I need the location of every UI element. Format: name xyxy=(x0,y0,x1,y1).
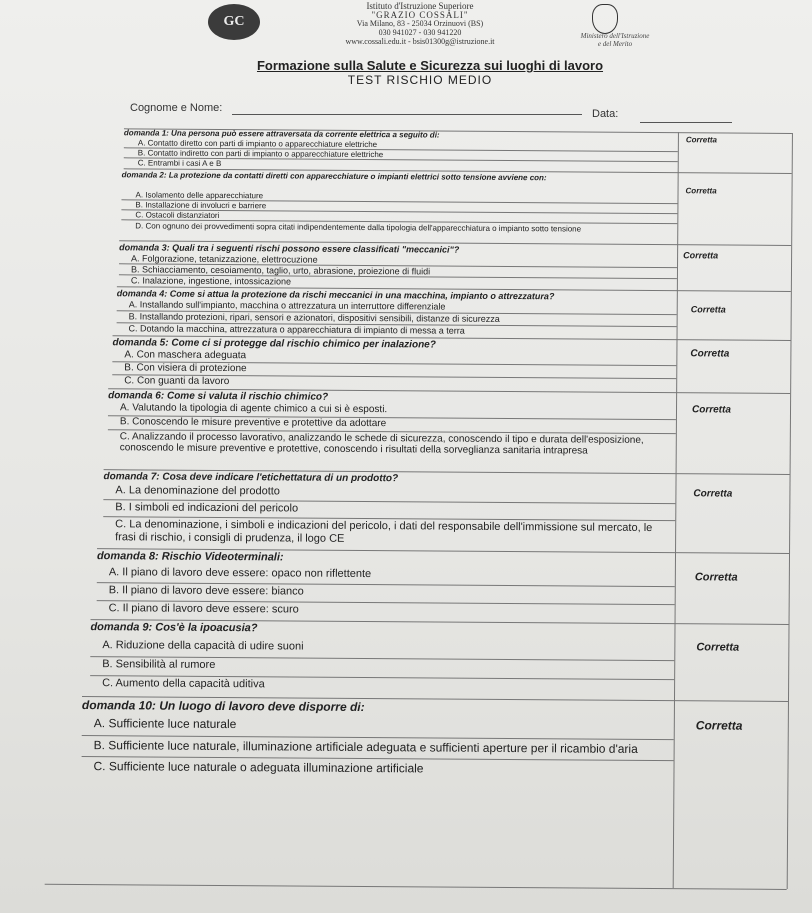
school-web: www.cossali.edu.it - bsis01300g@istruzione.it xyxy=(345,37,495,46)
ministry-line-1: Ministero dell'Istruzione xyxy=(580,32,650,40)
republic-emblem-icon xyxy=(592,4,618,34)
letterhead xyxy=(0,0,812,52)
question-9-option-a[interactable]: A. Riduzione della capacità di udire suoni xyxy=(102,639,304,653)
name-label: Cognome e Nome: xyxy=(130,102,223,114)
question-1-result: Corretta xyxy=(685,135,718,145)
question-1: domanda 1: Una persona può essere attraversata da corrente elettrica a seguito di: xyxy=(123,128,440,140)
question-1-option-a[interactable]: A. Contatto diretto con parti di impianto o apparecchiature elettriche xyxy=(137,138,378,150)
question-4-option-b[interactable]: B. Installando protezioni, ripari, sensori e azionatori, dispositivi sensibili, distanze di sicurezza xyxy=(128,311,500,324)
question-8-option-b[interactable]: B. Il piano di lavoro deve essere: bianco xyxy=(108,584,304,598)
question-1-option-b[interactable]: B. Contatto indiretto con parti di impianto o apparecchiature elettriche xyxy=(137,148,384,160)
question-2-option-a[interactable]: A. Isolamento delle apparecchiature xyxy=(135,190,264,201)
page-subtitle: TEST RISCHIO MEDIO xyxy=(347,73,493,87)
table-border xyxy=(45,884,787,890)
question-2-option-d[interactable]: D. Con ognuno dei provvedimenti sopra citati indipendentemente dalla tipologia dell'apparecchiatura o impianto sotto tensione xyxy=(135,221,582,234)
question-10-option-a[interactable]: A. Sufficiente luce naturale xyxy=(93,716,237,732)
question-4-result: Corretta xyxy=(690,304,726,315)
question-10-option-b[interactable]: B. Sufficiente luce naturale, illuminazione artificiale adeguata e sufficienti aperture per il ricambio d'aria xyxy=(93,738,638,756)
question-6: domanda 6: Come si valuta il rischio chimico? xyxy=(108,390,329,403)
question-6-result: Corretta xyxy=(691,404,731,416)
question-2: domanda 2: La protezione da contatti diretti con apparecchiature o impianti elettrici sotto tensione avviene con: xyxy=(121,170,547,183)
question-8-result: Corretta xyxy=(694,571,738,584)
question-2-option-b[interactable]: B. Installazione di involucri e barriere xyxy=(135,200,267,211)
question-10-option-c[interactable]: C. Sufficiente luce naturale o adeguata illuminazione artificiale xyxy=(93,759,424,776)
question-2-option-c[interactable]: C. Ostacoli distanziatori xyxy=(135,210,220,220)
page-title: Formazione sulla Salute e Sicurezza sui luoghi di lavoro xyxy=(256,58,604,73)
question-9-result: Corretta xyxy=(696,641,740,654)
question-6-option-c[interactable]: C. Analizzando il processo lavorativo, analizzando le schede di sicurezza, conoscendo il tipo e durata dell'esposizione, conoscendo le misure preventive e protettive, conoscendo i risultati della sorveglianza sanitaria intrapresa xyxy=(119,431,644,457)
question-9: domanda 9: Cos'è la ipoacusia? xyxy=(90,621,258,635)
school-address: Via Milano, 83 - 25034 Orzinuovi (BS) xyxy=(356,19,484,28)
question-8-option-a[interactable]: A. Il piano di lavoro deve essere: opaco non riflettente xyxy=(108,566,372,581)
question-8-option-c[interactable]: C. Il piano di lavoro deve essere: scuro xyxy=(108,602,299,616)
questions-table xyxy=(75,124,792,889)
question-10-result: Corretta xyxy=(695,718,743,733)
column-divider xyxy=(673,132,679,888)
question-10: domanda 10: Un luogo di lavoro deve disporre di: xyxy=(81,698,365,715)
question-3-option-c[interactable]: C. Inalazione, ingestione, intossicazione xyxy=(130,275,292,287)
question-6-option-b[interactable]: B. Conoscendo le misure preventive e protettive da adottare xyxy=(119,416,387,430)
question-6-option-a[interactable]: A. Valutando la tipologia di agente chimico a cui si è esposti. xyxy=(119,402,388,416)
question-5-option-b[interactable]: B. Con visiera di protezione xyxy=(124,362,247,375)
question-4: domanda 4: Come si attua la protezione da rischi meccanici in una macchina, impianto o attrezzatura? xyxy=(116,288,555,302)
question-3: domanda 3: Quali tra i seguenti rischi possono essere classificati "meccanici"? xyxy=(119,242,460,255)
school-phones: 030 941027 - 030 941220 xyxy=(378,28,462,37)
question-7-option-c[interactable]: C. La denominazione, i simboli e indicazioni del pericolo, i dati del responsabile dell'immissione sul mercato, le frasi di rischio, i consigli di prudenza, il logo CE xyxy=(115,518,653,545)
question-4-option-a[interactable]: A. Installando sull'impianto, macchina o attrezzatura un interruttore differenziale xyxy=(128,299,446,312)
name-field[interactable] xyxy=(232,113,582,115)
question-9-option-b[interactable]: B. Sensibilità al rumore xyxy=(102,658,216,671)
date-field[interactable] xyxy=(640,121,732,123)
question-2-result: Corretta xyxy=(685,186,717,196)
table-border xyxy=(787,133,793,889)
question-7-result: Corretta xyxy=(693,488,733,500)
question-7-option-a[interactable]: A. La denominazione del prodotto xyxy=(115,484,280,498)
date-label: Data: xyxy=(592,108,619,120)
question-7: domanda 7: Cosa deve indicare l'etichettatura di un prodotto? xyxy=(103,471,399,485)
question-4-option-c[interactable]: C. Dotando la macchina, attrezzatura o apparecchiatura di impianto di messa a terra xyxy=(128,323,465,336)
school-logo: GC xyxy=(208,4,260,40)
question-5: domanda 5: Come ci si protegge dal rischio chimico per inalazione? xyxy=(112,337,436,351)
question-3-option-b[interactable]: B. Schiacciamento, cesoiamento, taglio, urto, abrasione, proiezione di fluidi xyxy=(130,264,431,277)
question-5-option-c[interactable]: C. Con guanti da lavoro xyxy=(124,375,230,388)
question-3-result: Corretta xyxy=(683,250,719,261)
question-5-option-a[interactable]: A. Con maschera adeguata xyxy=(124,349,247,362)
institute-line: Istituto d'Istruzione Superiore xyxy=(366,1,474,11)
question-3-option-a[interactable]: A. Folgorazione, tetanizzazione, elettrocuzione xyxy=(131,253,318,265)
question-1-option-c[interactable]: C. Entrambi i casi A e B xyxy=(137,158,222,168)
school-name: "GRAZIO COSSALI" xyxy=(371,10,469,20)
question-9-option-c[interactable]: C. Aumento della capacità uditiva xyxy=(102,677,265,691)
question-5-result: Corretta xyxy=(690,348,730,360)
question-8: domanda 8: Rischio Videoterminali: xyxy=(96,550,284,564)
question-7-option-b[interactable]: B. I simboli ed indicazioni del pericolo xyxy=(115,501,299,515)
ministry-line-2: e del Merito xyxy=(597,40,633,48)
